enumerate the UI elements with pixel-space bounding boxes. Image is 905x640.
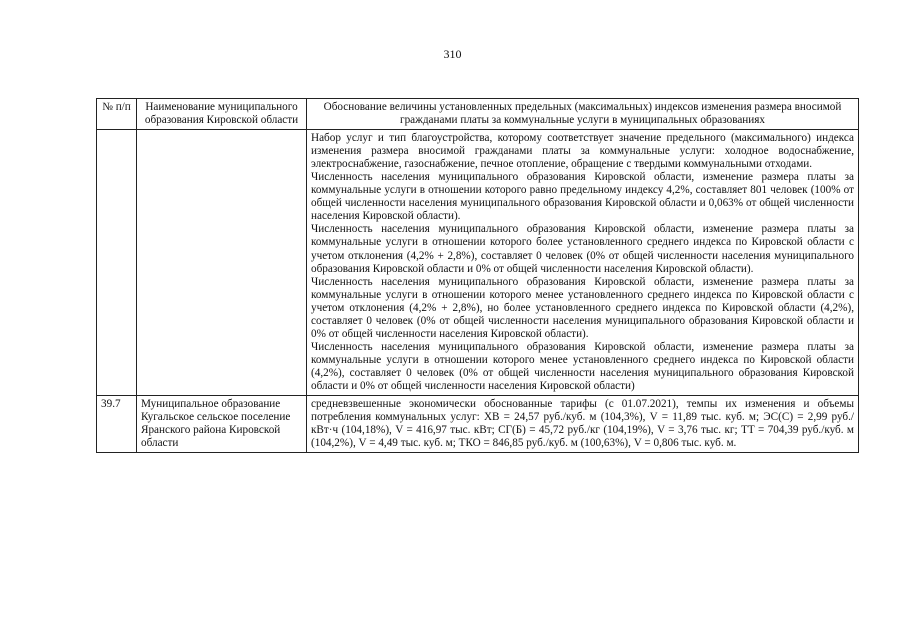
row-justification-cell: средневзвешенные экономически обоснованные тарифы (с 01.07.2021), темпы их изменения и объемы потребления коммунальных услуг: ХВ = 24,57 руб./куб. м (104,3%), V = 11,89 тыс. куб. м; ЭС(С) = 2,99 руб./кВт·ч (104,18%), V = 416,97 тыс. кВт; СГ(Б) = 45,72 руб./кг (104,19%), V = 3,76 тыс. кг; ТТ = 704,39 руб./куб. м (104,2%), V = 4,49 тыс. куб. м; ТКО = 846,85 руб./куб. м (100,63%), V = 0,806 тыс. куб. м. <box>307 396 859 453</box>
table-row <box>97 130 859 396</box>
row-number-cell: 39.7 <box>97 396 137 453</box>
justification-paragraph: Численность населения муниципального образования Кировской области, изменение размера платы за коммунальные услуги в отношении которого менее установленного среднего индекса по Кировской области (4,2%), составляет 0 человек (0% от общей численности населения муниципального образования Кировской области и 0% от общей численности населения Кировской области) <box>311 340 854 392</box>
header-number: № п/п <box>97 99 137 130</box>
row-number-cell <box>97 130 137 396</box>
justification-paragraph: Численность населения муниципального образования Кировской области, изменение размера платы за коммунальные услуги в отношении которого равно предельному индексу 4,2%, составляет 801 человек (100% от общей численности населения муниципального образования Кировской области и 0,063% от общей численности населения Кировской области). <box>311 171 854 223</box>
row-municipality-cell: Муниципальное образование Кугальское сельское поселение Яранского района Кировской области <box>137 396 307 453</box>
table-header-row <box>97 99 859 130</box>
row-municipality-cell <box>137 130 307 396</box>
justification-paragraph: Набор услуг и тип благоустройства, которому соответствует значение предельного (максимального) индекса изменения размера вносимой гражданами платы за коммунальные услуги: холодное водоснабжение, электроснабжение, газоснабжение, печное отопление, обращение с твердыми коммунальными отходами. <box>311 132 854 171</box>
tariff-index-table <box>96 98 859 453</box>
header-justification: Обоснование величины установленных предельных (максимальных) индексов изменения размера вносимой гражданами платы за коммунальные услуги в муниципальных образованиях <box>307 99 859 130</box>
row-justification-cell <box>307 130 859 396</box>
page-number: 310 <box>443 47 462 61</box>
justification-paragraph: Численность населения муниципального образования Кировской области, изменение размера платы за коммунальные услуги в отношении которого менее установленного среднего индекса по Кировской области с учетом отклонения (4,2% + 2,8%), но более установленного среднего индекса по Кировской области (4,2%), составляет 0 человек (0% от общей численности населения муниципального образования Кировской области и 0% от общей численности населения Кировской области). <box>311 275 854 340</box>
header-municipality: Наименование муниципального образования Кировской области <box>137 99 307 130</box>
table-row <box>97 396 859 453</box>
justification-paragraph: Численность населения муниципального образования Кировской области, изменение размера платы за коммунальные услуги в отношении которого более установленного среднего индекса по Кировской области с учетом отклонения (4,2% + 2,8%), составляет 0 человек (0% от общей численности населения муниципального образования Кировской области и 0% от общей численности населения Кировской области). <box>311 223 854 275</box>
